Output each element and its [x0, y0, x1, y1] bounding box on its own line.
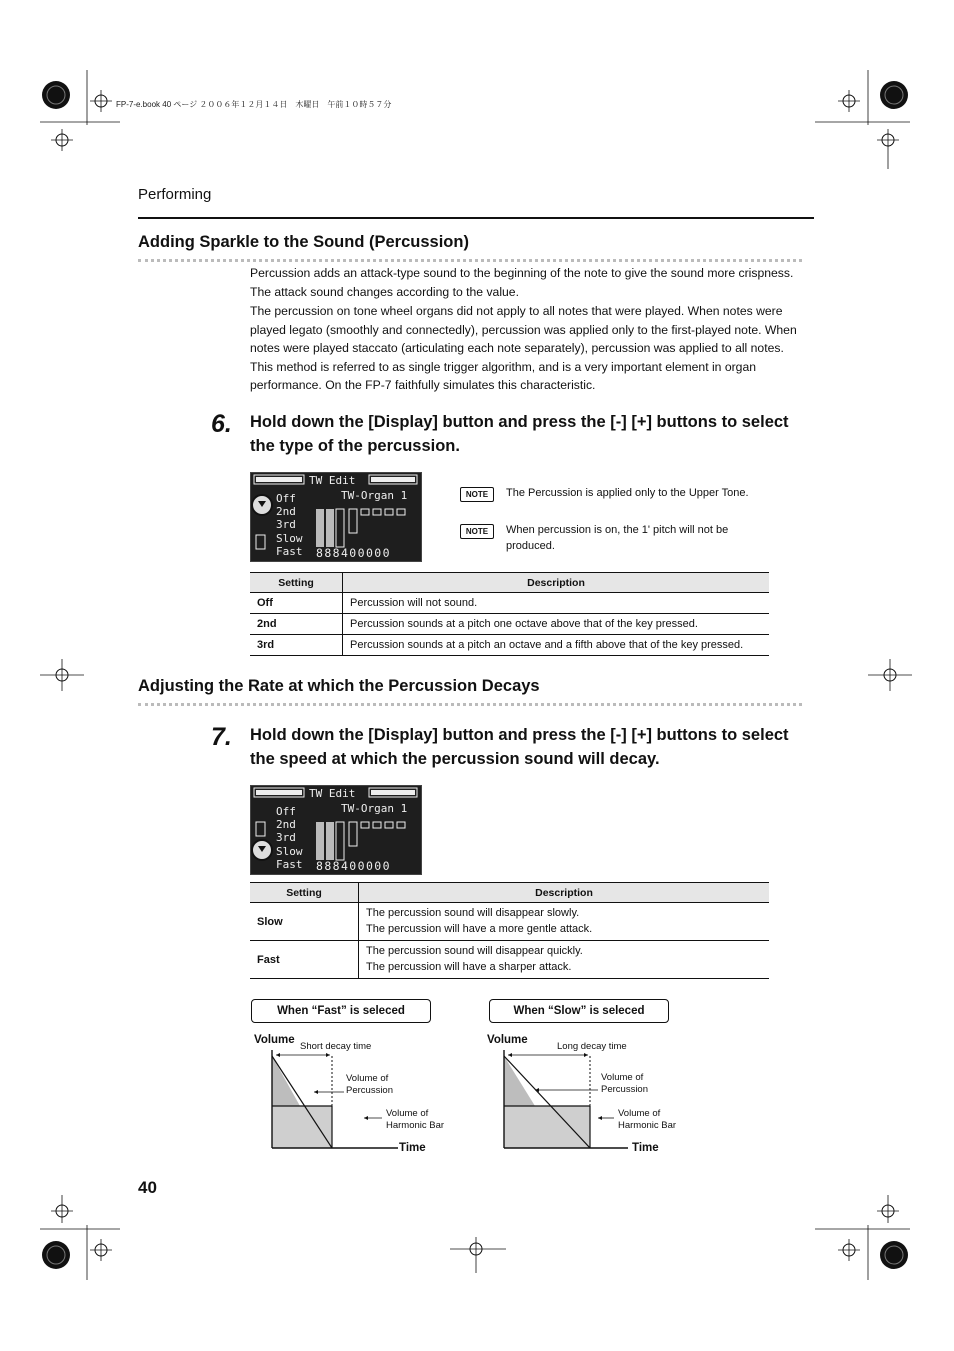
- lcd-option-off: Off: [276, 805, 296, 818]
- harmonic-area: [272, 1106, 332, 1148]
- description-line: The percussion will have a more gentle attack.: [366, 922, 593, 935]
- lcd-option-2nd: 2nd: [276, 505, 296, 518]
- lcd-digits: 888400000: [316, 859, 391, 873]
- lcd-display-decay: [250, 785, 422, 875]
- table-cell-setting: 3rd: [250, 635, 343, 656]
- lcd-tone: TW-Organ 1: [341, 802, 408, 815]
- section-title-percussion: Adding Sparkle to the Sound (Percussion): [138, 233, 469, 251]
- print-file-info: FP-7-e.book 40 ページ ２００６年１２月１４日 木曜日 午前１０時５７分: [116, 100, 392, 109]
- header-rule: [138, 217, 814, 219]
- step-number: 7.: [211, 723, 232, 751]
- fast-decay-label: Short decay time: [300, 1041, 372, 1052]
- registration-mark-mid-left: [40, 655, 90, 695]
- section-divider: [138, 259, 802, 262]
- table-cell-setting: Off: [250, 593, 343, 614]
- label-line: Volume of: [386, 1108, 429, 1119]
- fast-harmonic-label: [386, 1108, 444, 1132]
- lcd-option-fast: Fast: [276, 545, 303, 558]
- lcd-option-fast: Fast: [276, 858, 303, 871]
- lcd-option-slow: Slow: [276, 845, 303, 858]
- slow-harmonic-label: [618, 1108, 676, 1132]
- running-header: Performing: [138, 186, 212, 203]
- lcd-display-type: [250, 472, 422, 562]
- lcd-tone: TW-Organ 1: [341, 489, 408, 502]
- harmonic-area: [504, 1106, 590, 1148]
- lcd-option-2nd: 2nd: [276, 818, 296, 831]
- table-header-setting: Setting: [250, 573, 343, 593]
- description-line: The percussion sound will disappear quickly.: [366, 945, 583, 957]
- fast-volume-axis-label: Volume: [254, 1034, 295, 1046]
- label-line: Harmonic Bar: [618, 1120, 677, 1131]
- lcd-digits: 888400000: [316, 546, 391, 560]
- lcd-option-3rd: 3rd: [276, 518, 296, 531]
- note-text: When percussion is on, the 1' pitch will not be produced.: [506, 524, 729, 552]
- slow-percussion-label: [601, 1072, 648, 1096]
- fast-decay-graph: [272, 1050, 398, 1148]
- table-header-description: Description: [359, 883, 770, 903]
- description-line: The percussion sound will disappear slowly.: [366, 907, 580, 919]
- lcd-option-3rd: 3rd: [276, 831, 296, 844]
- step-number: 6.: [211, 410, 232, 438]
- label-line: Percussion: [601, 1084, 648, 1095]
- registration-mark-bottom-right: [815, 1195, 925, 1285]
- table-row: [250, 941, 769, 979]
- slow-graph-label: When “Slow” is seleced: [489, 999, 669, 1023]
- note-text: The Percussion is applied only to the Upper Tone.: [506, 487, 749, 499]
- table-cell-description: Percussion sounds at a pitch an octave and a fifth above that of the key pressed.: [343, 635, 770, 656]
- table-cell-description: Percussion sounds at a pitch one octave above that of the key pressed.: [343, 614, 770, 635]
- slow-time-axis-label: Time: [632, 1142, 659, 1154]
- label-line: Percussion: [346, 1085, 393, 1096]
- table-cell-description: [359, 903, 770, 941]
- registration-mark-bottom-center: [450, 1235, 510, 1275]
- fast-time-axis-label: Time: [399, 1142, 426, 1154]
- intro-paragraph-1: Percussion adds an attack-type sound to the beginning of the note to give the sound more crispness. The attack sound changes according to the value.: [250, 266, 794, 299]
- label-line: Harmonic Bar: [386, 1120, 445, 1131]
- description-line: The percussion will have a sharper attack.: [366, 960, 572, 973]
- decay-speed-table: [250, 882, 769, 979]
- fast-graph-label: When “Fast” is seleced: [251, 999, 431, 1023]
- percussion-type-table: [250, 572, 769, 656]
- table-cell-setting: Slow: [250, 903, 359, 941]
- page-number: 40: [138, 1178, 157, 1197]
- lcd-option-off: Off: [276, 492, 296, 505]
- note-badge: NOTE: [460, 524, 494, 539]
- label-line: Volume of: [346, 1073, 389, 1084]
- label-line: Volume of: [618, 1108, 661, 1119]
- step-instruction: Hold down the [Display] button and press the [-] [+] buttons to select the type of the percussion.: [250, 413, 789, 455]
- lcd-option-slow: Slow: [276, 532, 303, 545]
- table-header-setting: Setting: [250, 883, 359, 903]
- lcd-title: TW Edit: [309, 787, 356, 800]
- step-instruction: Hold down the [Display] button and press the [-] [+] buttons to select the speed at which the percussion sound will decay.: [250, 726, 789, 768]
- table-row: [250, 593, 769, 614]
- note-badge: NOTE: [460, 487, 494, 502]
- slow-decay-label: Long decay time: [557, 1041, 627, 1052]
- table-row: [250, 903, 769, 941]
- lcd-title: TW Edit: [309, 474, 356, 487]
- table-header-description: Description: [343, 573, 770, 593]
- table-cell-description: Percussion will not sound.: [343, 593, 770, 614]
- registration-mark-top-left: [30, 65, 120, 175]
- table-row: [250, 614, 769, 635]
- table-cell-setting: Fast: [250, 941, 359, 979]
- table-cell-setting: 2nd: [250, 614, 343, 635]
- registration-mark-mid-right: [868, 655, 918, 695]
- slow-decay-graph: [504, 1050, 628, 1148]
- registration-mark-bottom-left: [30, 1195, 130, 1285]
- section-title-decay: Adjusting the Rate at which the Percussion Decays: [138, 677, 540, 695]
- percussion-area: [504, 1056, 535, 1106]
- label-line: Volume of: [601, 1072, 644, 1083]
- table-row: [250, 635, 769, 656]
- section-divider: [138, 703, 802, 706]
- fast-percussion-label: [346, 1073, 393, 1097]
- table-cell-description: [359, 941, 770, 979]
- slow-volume-axis-label: Volume: [487, 1034, 528, 1046]
- registration-mark-top-right: [815, 65, 925, 175]
- intro-paragraph-2: The percussion on tone wheel organs did not apply to all notes that were played. When notes were played legato (smoothly and connectedly), percussion was applied only to the first-played note. When notes were played staccato (articulating each note separately), percussion was applied to all notes. This method is referred to as single trigger algorithm, and is a very important element in organ performance. On the FP-7 faithfully simulates this characteristic.: [250, 304, 797, 392]
